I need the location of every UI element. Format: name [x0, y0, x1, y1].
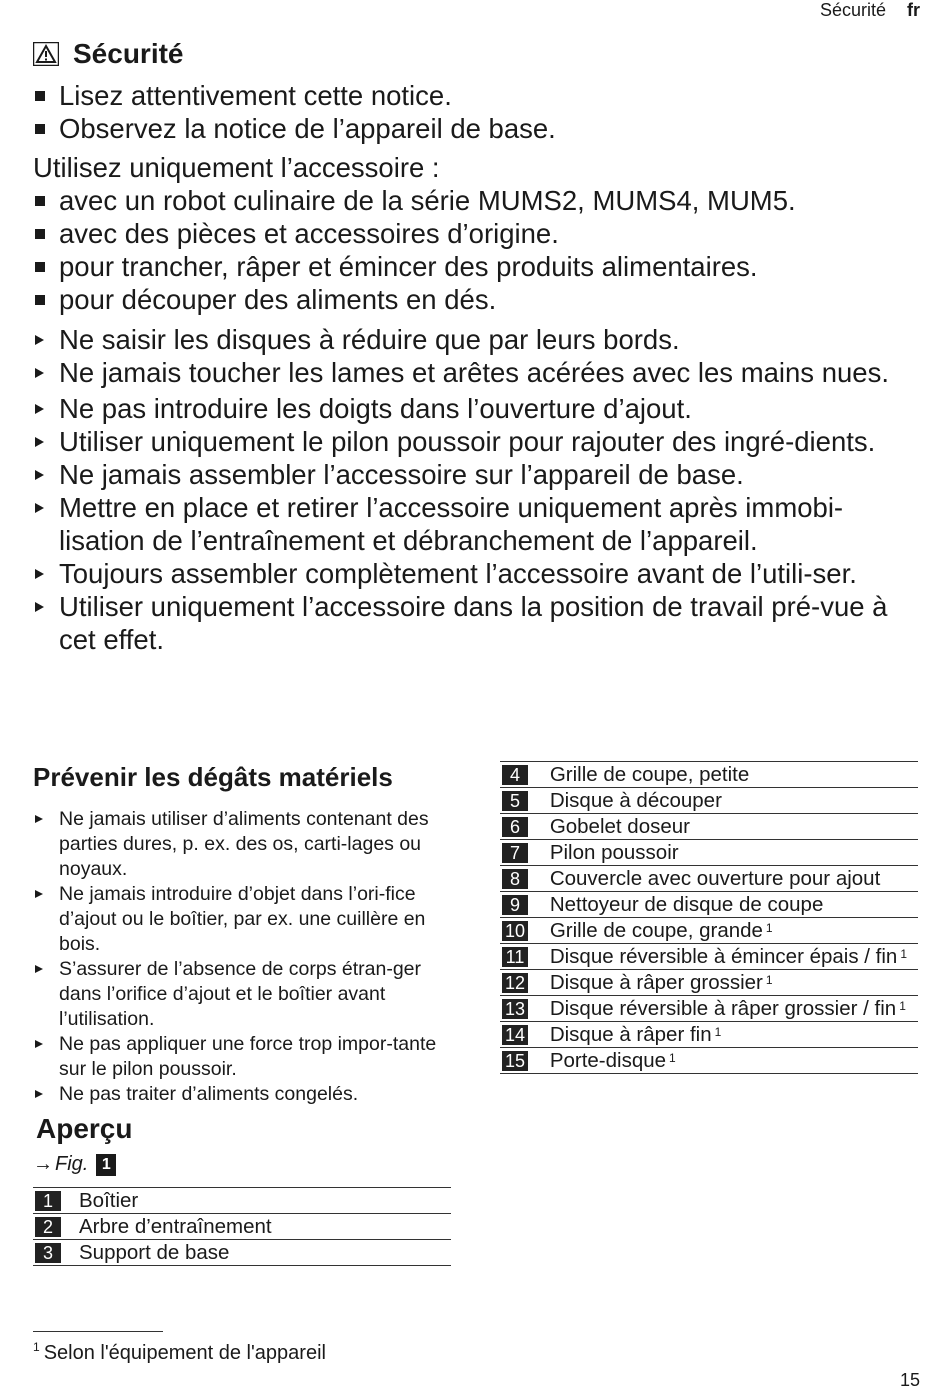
table-row [500, 892, 918, 918]
list-item: Ne pas traiter d’aliments congelés. [33, 1082, 453, 1107]
table-row [33, 1188, 451, 1214]
part-label: Grille de coupe, petite [549, 763, 750, 786]
usage-block [33, 151, 913, 316]
footnote [33, 1342, 326, 1365]
list-item: Ne pas appliquer une force trop impor-tante sur le pilon poussoir. [33, 1032, 453, 1082]
list-item: Ne jamais toucher les lames et arêtes acérées avec les mains nues. [33, 356, 913, 389]
table-row [500, 996, 918, 1022]
part-label: Disque réversible à râper grossier / fin [549, 997, 897, 1020]
table-row [33, 1240, 451, 1266]
part-number: 14 [502, 1025, 528, 1045]
list-item: pour trancher, râper et émincer des produits alimentaires. [33, 250, 913, 283]
part-number: 7 [502, 843, 528, 863]
parts-table-right [500, 761, 918, 1074]
warning-icon [33, 42, 59, 66]
page-number: 15 [899, 1370, 920, 1390]
part-label: Boîtier [79, 1189, 139, 1212]
part-number: 4 [502, 765, 528, 785]
damage-list [33, 807, 453, 1107]
part-number: 2 [35, 1217, 61, 1237]
part-label: Support de base [79, 1241, 230, 1264]
list-item: Mettre en place et retirer l’accessoire uniquement après immobi-lisation de l’entraînement et débranchement de l’appareil. [33, 491, 913, 557]
part-label: Disque à râper grossier [549, 971, 763, 994]
part-number: 1 [35, 1191, 61, 1211]
part-label: Pilon poussoir [549, 841, 679, 864]
footnote-ref: 1 [765, 973, 773, 987]
part-number: 12 [502, 973, 528, 993]
header-language: fr [907, 0, 920, 20]
footnote-ref: 1 [765, 921, 773, 935]
table-row [500, 840, 918, 866]
part-label: Disque réversible à émincer épais / fin [549, 945, 898, 968]
table-row [500, 944, 918, 970]
footnote-divider [33, 1331, 163, 1332]
figure-number: 1 [96, 1154, 116, 1176]
footnote-mark: 1 [33, 1340, 40, 1354]
part-number: 3 [35, 1243, 61, 1263]
part-number: 15 [502, 1051, 528, 1071]
table-row [500, 1048, 918, 1074]
safety-list [33, 323, 913, 656]
part-number: 5 [502, 791, 528, 811]
list-item: Lisez attentivement cette notice. [33, 79, 913, 112]
footnote-ref: 1 [714, 1025, 722, 1039]
part-label: Arbre d’entraînement [79, 1215, 272, 1238]
table-row [500, 1022, 918, 1048]
arrow-right-icon: → [33, 1153, 53, 1175]
list-item: Ne jamais introduire d’objet dans l’ori-fice d’ajout ou le boîtier, par ex. une cuillère en bois. [33, 882, 453, 957]
list-item: Ne saisir les disques à réduire que par leurs bords. [33, 323, 913, 356]
top-list [33, 79, 913, 145]
list-item: S’assurer de l’absence de corps étran-ger dans l’orifice d’ajout et le boîtier avant l’utilisation. [33, 957, 453, 1032]
list-item: Observez la notice de l’appareil de base. [33, 112, 913, 145]
part-label: Couvercle avec ouverture pour ajout [549, 867, 881, 890]
list-item: Utiliser uniquement le pilon poussoir pour rajouter des ingré-dients. [33, 425, 913, 458]
part-number: 10 [502, 921, 528, 941]
footnote-ref: 1 [669, 1051, 676, 1065]
footnote-ref: 1 [900, 947, 908, 961]
part-label: Porte-disque [549, 1049, 667, 1072]
section-title-text: Sécurité [73, 38, 184, 69]
table-row [500, 788, 918, 814]
table-row [500, 918, 918, 944]
section-title [33, 38, 184, 70]
list-item: Ne pas introduire les doigts dans l’ouverture d’ajout. [33, 392, 913, 425]
table-row [500, 866, 918, 892]
part-number: 6 [502, 817, 528, 837]
part-label: Grille de coupe, grande [549, 919, 763, 942]
usage-intro: Utilisez uniquement l’accessoire : [33, 152, 440, 183]
part-number: 9 [502, 895, 528, 915]
list-item: pour découper des aliments en dés. [33, 283, 913, 316]
part-number: 8 [502, 869, 528, 889]
table-row [500, 762, 918, 788]
list-item: Ne jamais utiliser d’aliments contenant des parties dures, p. ex. des os, carti-lages ou noyaux. [33, 807, 453, 882]
list-item: Utiliser uniquement l’accessoire dans la position de travail pré-vue à cet effet. [33, 590, 913, 656]
parts-table-left [33, 1187, 451, 1266]
overview-heading: Aperçu [36, 1113, 133, 1144]
part-label: Nettoyeur de disque de coupe [549, 893, 824, 916]
figure-reference [33, 1153, 116, 1176]
part-number: 13 [502, 999, 528, 1019]
part-label: Disque à râper fin [549, 1023, 712, 1046]
list-item: avec des pièces et accessoires d’origine. [33, 217, 913, 250]
table-row [33, 1214, 451, 1240]
figure-label: Fig. [55, 1153, 89, 1175]
footnote-text: Selon l'équipement de l'appareil [43, 1342, 326, 1364]
list-item: avec un robot culinaire de la série MUMS2, MUMS4, MUM5. [33, 184, 913, 217]
list-item: Toujours assembler complètement l’accessoire avant de l’utili-ser. [33, 557, 913, 590]
damage-heading: Prévenir les dégâts matériels [33, 762, 393, 792]
list-item: Ne jamais assembler l’accessoire sur l’appareil de base. [33, 458, 913, 491]
part-label: Disque à découper [549, 789, 722, 812]
footnote-ref: 1 [899, 999, 906, 1013]
table-row [500, 814, 918, 840]
table-row [500, 970, 918, 996]
part-label: Gobelet doseur [549, 815, 690, 838]
page-header [820, 0, 920, 21]
header-section: Sécurité [819, 0, 886, 20]
part-number: 11 [502, 947, 528, 967]
